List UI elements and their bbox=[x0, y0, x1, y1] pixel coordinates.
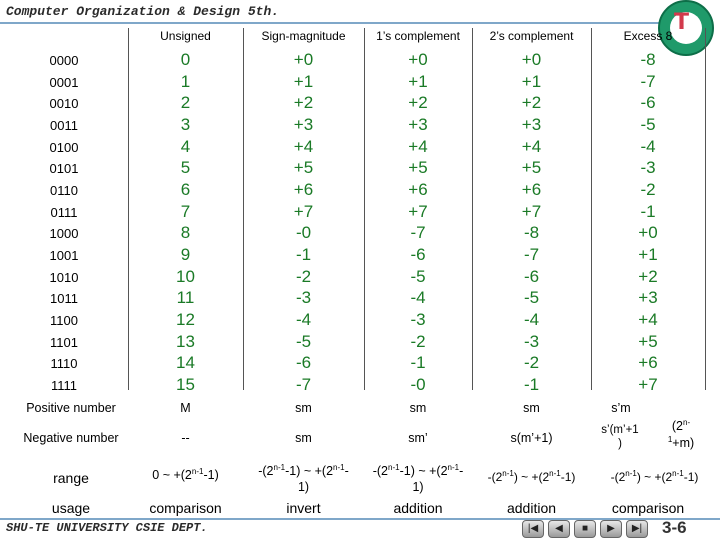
range-text: -1) bbox=[683, 470, 699, 484]
excess-cell: -5 bbox=[640, 115, 656, 134]
sign-magnitude-cell: -5 bbox=[295, 332, 312, 351]
excess-cell: -6 bbox=[640, 93, 656, 112]
row-label: range bbox=[53, 470, 89, 486]
twos-complement-cell: s(m’+1) bbox=[510, 431, 553, 445]
unsigned-cell: 0 bbox=[180, 50, 191, 69]
unsigned-cell: 7 bbox=[180, 202, 191, 221]
twos-complement-cell: +7 bbox=[521, 202, 542, 221]
ones-complement-cell: -2 bbox=[410, 332, 426, 351]
excess-cell: -8 bbox=[640, 50, 656, 69]
range-text: ) ~ +(2 bbox=[513, 470, 550, 484]
header-title: Computer Organization & Design 5th. bbox=[6, 4, 280, 19]
unsigned-cell: 1 bbox=[180, 72, 191, 91]
excess-cell-line1: s’(m’+1 bbox=[601, 424, 639, 436]
range-text: -(2 bbox=[258, 464, 274, 479]
excess-cell: -1 bbox=[640, 202, 656, 221]
range-exponent: n-1 bbox=[549, 469, 561, 478]
excess-formula-tail: +m) bbox=[672, 436, 695, 451]
ones-complement-cell: -7 bbox=[410, 223, 426, 242]
sign-magnitude-cell: -1 bbox=[295, 245, 312, 264]
unsigned-cell: 13 bbox=[176, 332, 195, 351]
sign-magnitude-cell: -0 bbox=[295, 223, 312, 242]
twos-complement-cell: -4 bbox=[523, 310, 540, 329]
sign-magnitude-cell: +2 bbox=[293, 93, 314, 112]
sign-magnitude-cell: +5 bbox=[293, 158, 314, 177]
twos-complement-cell: -5 bbox=[523, 288, 540, 307]
ones-complement-cell: addition bbox=[393, 500, 443, 516]
unsigned-cell: 5 bbox=[180, 158, 191, 177]
ones-complement-cell: +5 bbox=[408, 158, 428, 177]
prev-slide-icon[interactable]: ◀ bbox=[548, 520, 570, 538]
excess-formula-base: (2 bbox=[671, 419, 683, 434]
sign-magnitude-cell: +0 bbox=[293, 50, 314, 69]
twos-complement-cell: +6 bbox=[521, 180, 542, 199]
sign-magnitude-cell bbox=[243, 460, 364, 495]
ones-complement-cell: +1 bbox=[408, 72, 428, 91]
sign-magnitude-cell: -2 bbox=[295, 267, 312, 286]
range-exponent: n-1 bbox=[273, 463, 286, 472]
excess-formula-exp: n- bbox=[683, 418, 691, 427]
unsigned-cell: M bbox=[180, 401, 191, 415]
unsigned-cell: 14 bbox=[176, 353, 195, 372]
twos-complement-cell: -2 bbox=[523, 353, 540, 372]
ones-complement-cell: +2 bbox=[408, 93, 428, 112]
range-exponent: n-1 bbox=[447, 463, 460, 472]
range-exponent: n-1 bbox=[672, 469, 684, 478]
col-header-sign-magnitude: Sign-magnitude bbox=[261, 29, 346, 43]
excess-formula-exp-cont: 1 bbox=[667, 435, 673, 445]
bits-cell: 1100 bbox=[50, 313, 78, 328]
column-divider bbox=[705, 28, 706, 390]
range-text: -1) ~ +(2 bbox=[399, 464, 448, 479]
ones-complement-cell: -1 bbox=[410, 353, 426, 372]
ones-complement-cell: sm bbox=[409, 401, 427, 415]
sign-magnitude-cell: +1 bbox=[293, 72, 314, 91]
range-text: -1) bbox=[560, 470, 576, 484]
range-exponent: n-1 bbox=[502, 469, 514, 478]
range-text: ) ~ +(2 bbox=[636, 470, 673, 484]
excess-cell: +4 bbox=[638, 310, 658, 329]
range-text: 0 ~ +(2 bbox=[152, 468, 192, 483]
first-slide-icon[interactable]: |◀ bbox=[522, 520, 544, 538]
excess-cell bbox=[591, 423, 649, 451]
unsigned-cell: 2 bbox=[180, 93, 191, 112]
excess-cell: +5 bbox=[638, 332, 658, 351]
excess-cell: +3 bbox=[638, 288, 658, 307]
stop-icon[interactable]: ■ bbox=[574, 520, 596, 538]
excess-cell bbox=[591, 469, 718, 484]
sign-magnitude-cell: -3 bbox=[295, 288, 312, 307]
ones-complement-cell: -6 bbox=[410, 245, 426, 264]
unsigned-cell: 11 bbox=[176, 288, 195, 307]
excess-cell: -7 bbox=[640, 72, 656, 91]
range-exponent: n-1 bbox=[625, 469, 637, 478]
excess-cell: +6 bbox=[638, 353, 658, 372]
sign-magnitude-cell: sm bbox=[295, 401, 312, 415]
col-header-unsigned: Unsigned bbox=[160, 29, 211, 43]
bits-cell: 0101 bbox=[49, 161, 79, 176]
bits-cell: 1110 bbox=[50, 356, 78, 371]
excess-cell: -3 bbox=[640, 158, 656, 177]
footer-text: SHU-TE UNIVERSITY CSIE DEPT. bbox=[6, 521, 208, 535]
row-label: Negative number bbox=[23, 431, 119, 445]
bits-cell: 1001 bbox=[49, 248, 79, 263]
ones-complement-cell: -3 bbox=[410, 310, 426, 329]
bits-cell: 0000 bbox=[49, 53, 79, 68]
col-header-ones-complement: 1’s complement bbox=[376, 29, 460, 43]
excess-cell: +7 bbox=[638, 375, 658, 394]
unsigned-cell: 6 bbox=[180, 180, 191, 199]
last-slide-icon[interactable]: ▶| bbox=[626, 520, 648, 538]
sign-magnitude-cell: -7 bbox=[295, 375, 312, 394]
sign-magnitude-cell: invert bbox=[286, 500, 321, 516]
bits-cell: 1101 bbox=[50, 335, 78, 350]
range-text: 1) bbox=[297, 480, 310, 495]
excess-cell: +2 bbox=[638, 267, 658, 286]
excess-cell: comparison bbox=[611, 500, 685, 516]
range-text: -1) ~ +(2 bbox=[285, 464, 334, 479]
excess-cell-line2: ) bbox=[618, 438, 622, 450]
logo-letter: T bbox=[674, 10, 690, 35]
col-header-excess: Excess 8 bbox=[623, 29, 673, 43]
bits-cell: 1111 bbox=[50, 378, 78, 393]
unsigned-cell: 10 bbox=[176, 267, 195, 286]
sign-magnitude-cell: -6 bbox=[295, 353, 312, 372]
ones-complement-cell: sm’ bbox=[408, 431, 428, 445]
unsigned-cell bbox=[128, 467, 243, 482]
twos-complement-cell: sm bbox=[523, 401, 540, 415]
ones-complement-cell: +6 bbox=[408, 180, 428, 199]
ones-complement-cell: +7 bbox=[408, 202, 428, 221]
excess-cell: -4 bbox=[640, 137, 656, 156]
range-text: -1) bbox=[203, 468, 219, 483]
ones-complement-cell: +4 bbox=[408, 137, 428, 156]
excess-cell: -2 bbox=[640, 180, 656, 199]
twos-complement-cell: +1 bbox=[521, 72, 542, 91]
twos-complement-cell: +0 bbox=[521, 50, 542, 69]
unsigned-cell: 4 bbox=[180, 137, 191, 156]
unsigned-cell: 15 bbox=[176, 375, 195, 394]
header-divider bbox=[0, 22, 660, 24]
range-exponent: n-1 bbox=[388, 463, 400, 472]
unsigned-cell: 9 bbox=[180, 245, 191, 264]
next-slide-icon[interactable]: ▶ bbox=[600, 520, 622, 538]
bits-cell: 0010 bbox=[49, 96, 79, 111]
unsigned-cell: 3 bbox=[180, 115, 191, 134]
sign-magnitude-cell: sm bbox=[295, 431, 312, 445]
bits-cell: 0001 bbox=[49, 75, 79, 90]
bits-cell: 0110 bbox=[50, 183, 78, 198]
row-label: Positive number bbox=[26, 401, 116, 415]
unsigned-cell: 12 bbox=[176, 310, 195, 329]
twos-complement-cell: -8 bbox=[523, 223, 540, 242]
twos-complement-cell: +5 bbox=[521, 158, 542, 177]
row-label: usage bbox=[51, 500, 91, 516]
bits-cell: 1000 bbox=[49, 226, 79, 241]
sign-magnitude-cell: -4 bbox=[295, 310, 312, 329]
bits-cell: 0111 bbox=[50, 205, 78, 220]
sign-magnitude-cell: +7 bbox=[293, 202, 314, 221]
unsigned-cell: comparison bbox=[149, 500, 222, 516]
ones-complement-cell: +0 bbox=[408, 50, 428, 69]
unsigned-cell: -- bbox=[181, 431, 190, 445]
excess-formula bbox=[655, 416, 707, 450]
twos-complement-cell bbox=[472, 469, 591, 484]
bits-cell: 1010 bbox=[49, 270, 79, 285]
twos-complement-cell: -1 bbox=[523, 375, 540, 394]
twos-complement-cell: -6 bbox=[523, 267, 540, 286]
ones-complement-cell bbox=[364, 460, 472, 495]
excess-cell: +1 bbox=[638, 245, 658, 264]
bits-cell: 1011 bbox=[50, 291, 78, 306]
excess-cell: s’m bbox=[611, 401, 631, 415]
page-number: 3-6 bbox=[662, 518, 687, 537]
range-text: - bbox=[344, 464, 349, 479]
twos-complement-cell: addition bbox=[506, 500, 557, 516]
range-exponent: n-1 bbox=[191, 467, 204, 476]
unsigned-cell: 8 bbox=[180, 223, 191, 242]
twos-complement-cell: +2 bbox=[521, 93, 542, 112]
ones-complement-cell: -0 bbox=[410, 375, 426, 394]
excess-cell: +0 bbox=[638, 223, 658, 242]
sign-magnitude-cell: +4 bbox=[293, 137, 314, 156]
bits-cell: 0011 bbox=[50, 118, 78, 133]
range-text: 1) bbox=[412, 480, 424, 495]
col-header-twos-complement: 2’s complement bbox=[489, 29, 574, 43]
ones-complement-cell: -5 bbox=[410, 267, 426, 286]
range-text: -(2 bbox=[372, 464, 389, 479]
range-text: -(2 bbox=[487, 470, 503, 484]
twos-complement-cell: -7 bbox=[523, 245, 540, 264]
range-exponent: n-1 bbox=[333, 463, 345, 472]
twos-complement-cell: -3 bbox=[523, 332, 540, 351]
twos-complement-cell: +3 bbox=[521, 115, 542, 134]
sign-magnitude-cell: +3 bbox=[293, 115, 314, 134]
twos-complement-cell: +4 bbox=[521, 137, 542, 156]
ones-complement-cell: +3 bbox=[408, 115, 428, 134]
range-text: -(2 bbox=[610, 470, 626, 484]
range-text: - bbox=[459, 464, 464, 479]
bits-cell: 0100 bbox=[49, 140, 79, 155]
sign-magnitude-cell: +6 bbox=[293, 180, 314, 199]
ones-complement-cell: -4 bbox=[410, 288, 426, 307]
